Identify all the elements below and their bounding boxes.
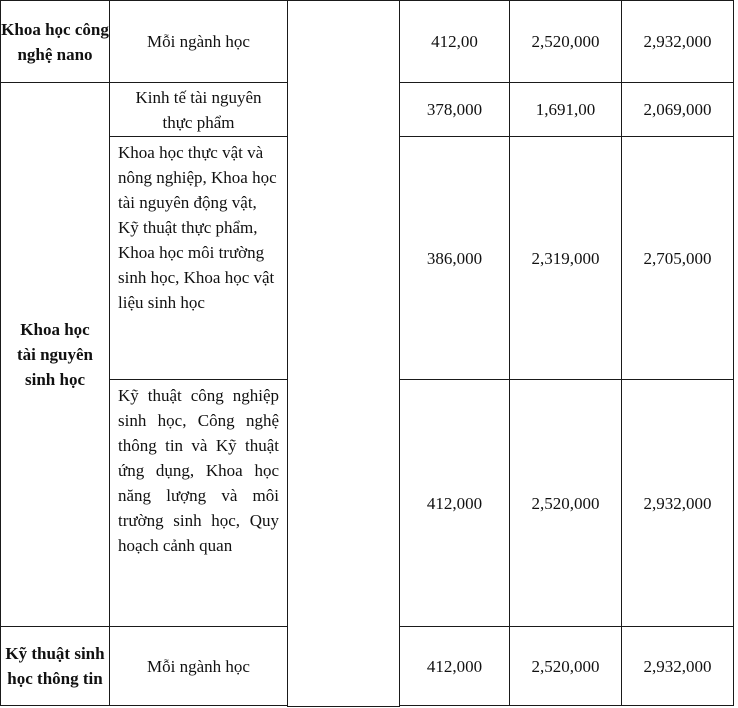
major-cell <box>109 0 288 83</box>
fee-cell <box>621 136 734 380</box>
faculty-cell <box>0 82 110 627</box>
faculty-cell <box>0 626 110 706</box>
faculty-cell <box>0 0 110 83</box>
fee-value: 412,000 <box>426 493 483 513</box>
faculty-name: Kỹ thuật sinh học thông tin <box>5 644 105 688</box>
major-cell <box>109 136 288 380</box>
major-name: Mỗi ngành học <box>147 656 250 676</box>
fee-value: 2,319,000 <box>531 248 600 268</box>
fee-value: 2,932,000 <box>643 656 712 676</box>
fee-value: 2,520,000 <box>531 32 600 51</box>
fee-cell <box>399 626 510 706</box>
fee-value: 412,000 <box>426 656 483 676</box>
fee-value: 386,000 <box>426 248 483 268</box>
major-cell <box>109 379 288 627</box>
fee-cell <box>399 82 510 137</box>
fee-cell <box>621 626 734 706</box>
fee-cell <box>509 626 622 706</box>
blank-cell <box>287 0 400 707</box>
major-name: Kinh tế tài nguyên thực phẩm <box>135 87 262 132</box>
fee-cell <box>399 136 510 380</box>
fee-cell <box>509 82 622 137</box>
major-name: Kỹ thuật công nghiệp sinh học, Công nghệ thông tin và Kỹ thuật ứng dụng, Khoa học năng lượng và môi trường sinh học, Quy hoạch cảnh quan <box>118 386 279 555</box>
major-name: Khoa học thực vật và nông nghiệp, Khoa học tài nguyên động vật, Kỹ thuật thực phẩm, Khoa học môi trường sinh học, Khoa học vật liệu sinh học <box>118 143 277 312</box>
fee-cell <box>509 0 622 83</box>
fee-cell <box>509 136 622 380</box>
major-name: Mỗi ngành học <box>147 32 250 51</box>
faculty-name: Khoa học tài nguyên sinh học <box>16 320 94 389</box>
fee-cell <box>621 82 734 137</box>
fee-cell <box>399 379 510 627</box>
fee-value: 2,520,000 <box>531 656 600 676</box>
fee-value: 2,520,000 <box>531 493 600 513</box>
fee-value: 378,000 <box>426 100 483 119</box>
fee-value: 1,691,00 <box>535 100 596 119</box>
faculty-name: Khoa học công nghệ nano <box>1 19 109 64</box>
fee-value: 412,00 <box>431 32 478 51</box>
fee-value: 2,069,000 <box>643 100 712 119</box>
fee-cell <box>509 379 622 627</box>
fee-value: 2,932,000 <box>643 493 712 513</box>
fee-value: 2,705,000 <box>643 248 712 268</box>
fee-cell <box>621 379 734 627</box>
major-cell <box>109 82 288 137</box>
major-cell <box>109 626 288 706</box>
fee-cell <box>399 0 510 83</box>
fee-cell <box>621 0 734 83</box>
fee-value: 2,932,000 <box>643 32 712 51</box>
